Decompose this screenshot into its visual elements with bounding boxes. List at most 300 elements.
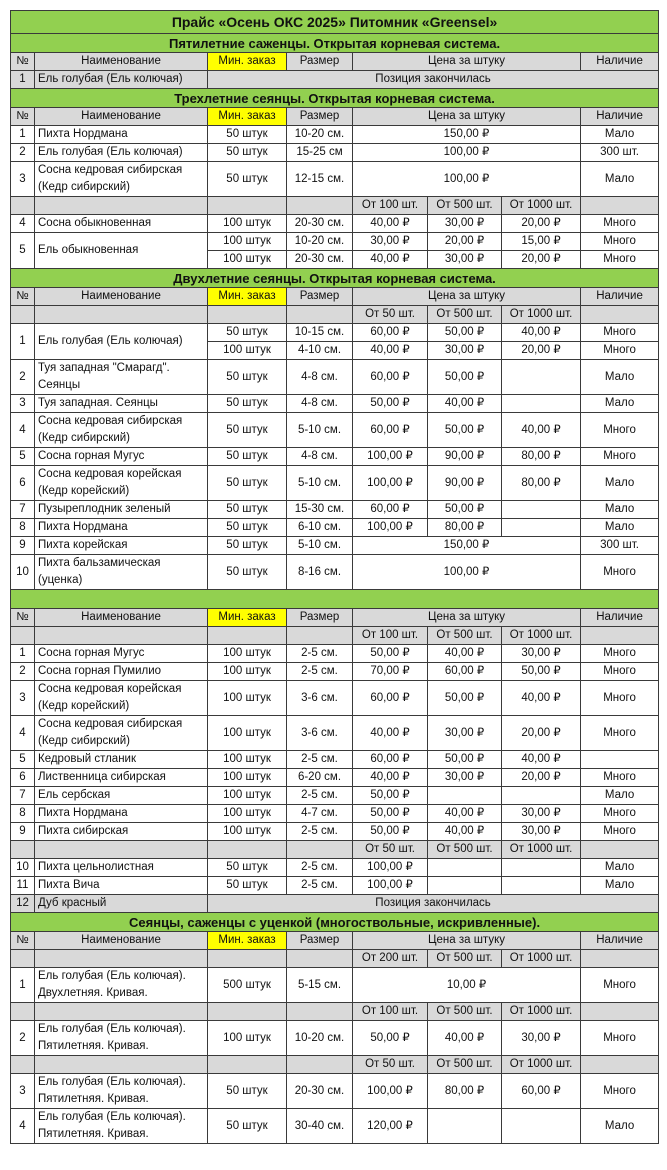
product-row <box>11 555 659 590</box>
item-price-tier-3 <box>502 787 581 805</box>
item-price-tier-2 <box>428 877 502 895</box>
price-tier-label: От 500 шт. <box>428 627 502 645</box>
item-name: Ель голубая (Ель колючая) <box>35 144 208 162</box>
header-availability: Наличие <box>581 932 659 950</box>
price-tier-label: От 100 шт. <box>353 627 428 645</box>
item-name: Ель голубая (Ель колючая). Пятилетняя. Кривая. <box>35 1109 208 1144</box>
header-num: № <box>11 609 35 627</box>
item-price-tier-1: 70,00 ₽ <box>353 663 428 681</box>
item-price-tier-3 <box>502 360 581 395</box>
empty-cell <box>11 1003 35 1021</box>
empty-cell <box>11 1056 35 1074</box>
item-size: 20-30 см. <box>287 215 353 233</box>
price-tier-label: От 1000 шт. <box>502 306 581 324</box>
header-num: № <box>11 53 35 71</box>
item-number: 1 <box>11 968 35 1003</box>
section-discounted-title: Сеянцы, саженцы с уценкой (многоствольные, искривленные). <box>11 913 659 932</box>
product-row <box>11 466 659 501</box>
item-name: Сосна горная Пумилио <box>35 663 208 681</box>
item-availability: Мало <box>581 360 659 395</box>
item-number: 1 <box>11 324 35 360</box>
item-price-tier-2: 50,00 ₽ <box>428 751 502 769</box>
product-row <box>11 448 659 466</box>
price-tier-label: От 200 шт. <box>353 950 428 968</box>
item-number: 2 <box>11 360 35 395</box>
item-price-tier-2: 50,00 ₽ <box>428 360 502 395</box>
product-row <box>11 1021 659 1056</box>
product-row <box>11 823 659 841</box>
column-header-row <box>11 609 659 627</box>
empty-cell <box>35 841 208 859</box>
item-min-order: 50 штук <box>208 877 287 895</box>
item-availability: Много <box>581 555 659 590</box>
item-name: Пихта Вича <box>35 877 208 895</box>
item-availability: 300 шт. <box>581 537 659 555</box>
item-availability: Мало <box>581 501 659 519</box>
item-number: 1 <box>11 71 35 89</box>
item-number: 2 <box>11 663 35 681</box>
item-price-tier-1: 60,00 ₽ <box>353 681 428 716</box>
item-price-tier-2 <box>428 1109 502 1144</box>
header-min-order: Мин. заказ <box>208 53 287 71</box>
empty-cell <box>11 306 35 324</box>
item-size: 4-7 см. <box>287 805 353 823</box>
item-size: 3-6 см. <box>287 681 353 716</box>
item-price-tier-3: 40,00 ₽ <box>502 681 581 716</box>
column-header-row <box>11 53 659 71</box>
section-five-year-saplings <box>11 34 659 53</box>
product-row <box>11 751 659 769</box>
section-two-year-seedlings <box>11 269 659 288</box>
empty-cell <box>208 841 287 859</box>
item-availability: Мало <box>581 466 659 501</box>
item-price-tier-3: 80,00 ₽ <box>502 448 581 466</box>
item-availability: Много <box>581 645 659 663</box>
item-price-tier-3: 30,00 ₽ <box>502 823 581 841</box>
item-size: 6-20 см. <box>287 769 353 787</box>
item-number: 7 <box>11 501 35 519</box>
item-availability: Много <box>581 716 659 751</box>
price-tier-row <box>11 197 659 215</box>
header-name: Наименование <box>35 609 208 627</box>
item-min-order: 100 штук <box>208 251 287 269</box>
item-number: 4 <box>11 413 35 448</box>
empty-cell <box>208 950 287 968</box>
header-name: Наименование <box>35 932 208 950</box>
price-list-sheet <box>10 10 658 1144</box>
price-tier-row <box>11 627 659 645</box>
item-number: 3 <box>11 1074 35 1109</box>
product-row <box>11 324 659 342</box>
price-tier-label: От 50 шт. <box>353 1056 428 1074</box>
item-size: 20-30 см. <box>287 1074 353 1109</box>
header-size: Размер <box>287 288 353 306</box>
item-size: 15-25 см <box>287 144 353 162</box>
item-price-tier-1: 100,00 ₽ <box>353 466 428 501</box>
empty-cell <box>287 627 353 645</box>
item-availability: Много <box>581 663 659 681</box>
price-tier-label: От 1000 шт. <box>502 197 581 215</box>
out-of-stock-note: Позиция закончилась <box>208 895 659 913</box>
item-availability: Много <box>581 215 659 233</box>
empty-cell <box>581 197 659 215</box>
item-price-tier-1: 40,00 ₽ <box>353 251 428 269</box>
item-price-tier-1: 40,00 ₽ <box>353 342 428 360</box>
item-price-tier-1: 40,00 ₽ <box>353 215 428 233</box>
item-price: 100,00 ₽ <box>353 144 581 162</box>
item-availability: Много <box>581 413 659 448</box>
item-price-tier-1: 60,00 ₽ <box>353 751 428 769</box>
item-price-tier-2: 40,00 ₽ <box>428 1021 502 1056</box>
item-number: 8 <box>11 805 35 823</box>
product-row <box>11 769 659 787</box>
item-size: 4-10 см. <box>287 342 353 360</box>
item-availability: Много <box>581 681 659 716</box>
empty-cell <box>581 841 659 859</box>
item-number: 1 <box>11 126 35 144</box>
price-tier-label: От 500 шт. <box>428 306 502 324</box>
item-name: Кедровый стланик <box>35 751 208 769</box>
item-number: 10 <box>11 859 35 877</box>
item-name: Туя западная. Сеянцы <box>35 395 208 413</box>
item-size: 6-10 см. <box>287 519 353 537</box>
product-row <box>11 413 659 448</box>
item-min-order: 100 штук <box>208 233 287 251</box>
empty-cell <box>208 627 287 645</box>
item-price-tier-1: 40,00 ₽ <box>353 769 428 787</box>
item-size: 2-5 см. <box>287 645 353 663</box>
item-price-tier-2: 80,00 ₽ <box>428 519 502 537</box>
header-availability: Наличие <box>581 288 659 306</box>
empty-cell <box>581 1003 659 1021</box>
item-name: Сосна кедровая сибирская (Кедр сибирский) <box>35 716 208 751</box>
item-min-order: 50 штук <box>208 537 287 555</box>
item-name: Ель голубая (Ель колючая). Двухлетняя. Кривая. <box>35 968 208 1003</box>
item-availability: Мало <box>581 519 659 537</box>
section-untitled-title <box>11 590 659 609</box>
product-row <box>11 968 659 1003</box>
header-min-order: Мин. заказ <box>208 288 287 306</box>
product-row <box>11 663 659 681</box>
item-price-tier-3: 15,00 ₽ <box>502 233 581 251</box>
item-min-order: 100 штук <box>208 1021 287 1056</box>
item-min-order: 50 штук <box>208 859 287 877</box>
empty-cell <box>287 841 353 859</box>
price-table <box>10 10 659 1144</box>
header-price: Цена за штуку <box>353 932 581 950</box>
empty-cell <box>35 950 208 968</box>
item-price: 150,00 ₽ <box>353 126 581 144</box>
header-name: Наименование <box>35 108 208 126</box>
product-row <box>11 537 659 555</box>
item-min-order: 50 штук <box>208 466 287 501</box>
item-number: 2 <box>11 1021 35 1056</box>
item-price-tier-3: 40,00 ₽ <box>502 324 581 342</box>
empty-cell <box>11 950 35 968</box>
header-min-order: Мин. заказ <box>208 609 287 627</box>
product-row <box>11 645 659 663</box>
empty-cell <box>581 1056 659 1074</box>
section-discounted <box>11 913 659 932</box>
product-row <box>11 716 659 751</box>
item-price-tier-2: 60,00 ₽ <box>428 663 502 681</box>
column-header-row <box>11 288 659 306</box>
price-tier-label: От 50 шт. <box>353 841 428 859</box>
item-min-order: 100 штук <box>208 215 287 233</box>
item-number: 5 <box>11 233 35 269</box>
item-number: 4 <box>11 716 35 751</box>
item-availability: Много <box>581 769 659 787</box>
item-number: 8 <box>11 519 35 537</box>
price-tier-label: От 100 шт. <box>353 1003 428 1021</box>
item-number: 3 <box>11 162 35 197</box>
item-availability: Много <box>581 448 659 466</box>
item-price-tier-2: 30,00 ₽ <box>428 342 502 360</box>
product-row <box>11 162 659 197</box>
item-price-tier-2: 50,00 ₽ <box>428 501 502 519</box>
item-price-tier-2: 40,00 ₽ <box>428 395 502 413</box>
item-number: 4 <box>11 215 35 233</box>
item-availability: 300 шт. <box>581 144 659 162</box>
product-row <box>11 1074 659 1109</box>
item-number: 3 <box>11 395 35 413</box>
item-number: 3 <box>11 681 35 716</box>
item-price: 10,00 ₽ <box>353 968 581 1003</box>
price-tier-label: От 1000 шт. <box>502 627 581 645</box>
item-size: 4-8 см. <box>287 360 353 395</box>
item-min-order: 50 штук <box>208 555 287 590</box>
item-name: Сосна кедровая сибирская (Кедр сибирский) <box>35 413 208 448</box>
header-availability: Наличие <box>581 108 659 126</box>
item-price-tier-1: 40,00 ₽ <box>353 716 428 751</box>
item-availability: Мало <box>581 859 659 877</box>
item-price-tier-2: 20,00 ₽ <box>428 233 502 251</box>
item-availability: Мало <box>581 126 659 144</box>
item-number: 11 <box>11 877 35 895</box>
item-size: 5-10 см. <box>287 537 353 555</box>
item-name: Лиственница сибирская <box>35 769 208 787</box>
item-min-order: 100 штук <box>208 645 287 663</box>
section-three-year-seedlings-title: Трехлетние сеянцы. Открытая корневая система. <box>11 89 659 108</box>
item-min-order: 100 штук <box>208 342 287 360</box>
item-price-tier-2: 50,00 ₽ <box>428 413 502 448</box>
header-min-order: Мин. заказ <box>208 932 287 950</box>
empty-cell <box>287 1056 353 1074</box>
column-header-row <box>11 932 659 950</box>
item-name: Пихта сибирская <box>35 823 208 841</box>
item-name: Сосна кедровая корейская (Кедр корейский) <box>35 466 208 501</box>
item-price-tier-1: 50,00 ₽ <box>353 787 428 805</box>
item-min-order: 100 штук <box>208 663 287 681</box>
price-list-title-title: Прайс «Осень ОКС 2025» Питомник «Greensel» <box>11 11 659 34</box>
item-price-tier-3: 20,00 ₽ <box>502 215 581 233</box>
item-price-tier-3 <box>502 519 581 537</box>
item-price-tier-1: 60,00 ₽ <box>353 324 428 342</box>
item-price-tier-2 <box>428 787 502 805</box>
item-price-tier-2: 30,00 ₽ <box>428 716 502 751</box>
item-name: Пихта Нордмана <box>35 519 208 537</box>
item-name: Туя западная "Смарагд". Сеянцы <box>35 360 208 395</box>
section-two-year-seedlings-title: Двухлетние сеянцы. Открытая корневая система. <box>11 269 659 288</box>
empty-cell <box>287 197 353 215</box>
item-availability: Много <box>581 823 659 841</box>
price-tier-label: От 500 шт. <box>428 841 502 859</box>
item-price-tier-2: 40,00 ₽ <box>428 823 502 841</box>
header-num: № <box>11 932 35 950</box>
item-name: Ель голубая (Ель колючая). Пятилетняя. Кривая. <box>35 1074 208 1109</box>
header-price: Цена за штуку <box>353 609 581 627</box>
price-tier-row <box>11 1003 659 1021</box>
item-size: 8-16 см. <box>287 555 353 590</box>
item-size: 10-15 см. <box>287 324 353 342</box>
item-price-tier-2: 50,00 ₽ <box>428 681 502 716</box>
item-price-tier-1: 30,00 ₽ <box>353 233 428 251</box>
item-price-tier-2: 50,00 ₽ <box>428 324 502 342</box>
item-min-order: 50 штук <box>208 519 287 537</box>
product-row <box>11 395 659 413</box>
section-five-year-saplings-title: Пятилетние саженцы. Открытая корневая система. <box>11 34 659 53</box>
price-tier-row <box>11 950 659 968</box>
item-min-order: 50 штук <box>208 324 287 342</box>
item-min-order: 50 штук <box>208 162 287 197</box>
item-min-order: 100 штук <box>208 787 287 805</box>
item-min-order: 50 штук <box>208 1109 287 1144</box>
item-price-tier-3: 20,00 ₽ <box>502 342 581 360</box>
product-row <box>11 1109 659 1144</box>
item-price-tier-2: 30,00 ₽ <box>428 215 502 233</box>
item-size: 2-5 см. <box>287 663 353 681</box>
product-row <box>11 360 659 395</box>
item-availability: Мало <box>581 787 659 805</box>
empty-cell <box>35 627 208 645</box>
item-price-tier-3 <box>502 859 581 877</box>
item-name: Ель голубая (Ель колючая). Пятилетняя. Кривая. <box>35 1021 208 1056</box>
item-name: Пихта цельнолистная <box>35 859 208 877</box>
item-size: 10-20 см. <box>287 233 353 251</box>
out-of-stock-note: Позиция закончилась <box>208 71 659 89</box>
product-row <box>11 681 659 716</box>
product-row <box>11 233 659 251</box>
item-price-tier-1: 100,00 ₽ <box>353 448 428 466</box>
item-size: 5-10 см. <box>287 466 353 501</box>
item-min-order: 50 штук <box>208 1074 287 1109</box>
item-number: 6 <box>11 769 35 787</box>
product-row <box>11 126 659 144</box>
item-number: 2 <box>11 144 35 162</box>
item-price-tier-1: 100,00 ₽ <box>353 859 428 877</box>
item-price-tier-1: 60,00 ₽ <box>353 501 428 519</box>
item-size: 12-15 см. <box>287 162 353 197</box>
item-availability: Мало <box>581 162 659 197</box>
item-number: 6 <box>11 466 35 501</box>
item-availability: Мало <box>581 395 659 413</box>
empty-cell <box>581 627 659 645</box>
price-tier-label: От 1000 шт. <box>502 1003 581 1021</box>
section-untitled <box>11 590 659 609</box>
item-availability <box>581 751 659 769</box>
empty-cell <box>208 1056 287 1074</box>
product-row-ended <box>11 71 659 89</box>
header-price: Цена за штуку <box>353 53 581 71</box>
item-size: 10-20 см. <box>287 126 353 144</box>
empty-cell <box>35 1056 208 1074</box>
empty-cell <box>287 1003 353 1021</box>
item-min-order: 50 штук <box>208 144 287 162</box>
item-price-tier-1: 100,00 ₽ <box>353 877 428 895</box>
item-name: Сосна кедровая корейская (Кедр корейский) <box>35 681 208 716</box>
item-name: Пихта Нордмана <box>35 126 208 144</box>
empty-cell <box>208 1003 287 1021</box>
item-price-tier-3 <box>502 877 581 895</box>
item-number: 5 <box>11 751 35 769</box>
item-name: Дуб красный <box>35 895 208 913</box>
item-price-tier-1: 100,00 ₽ <box>353 1074 428 1109</box>
item-price-tier-3: 20,00 ₽ <box>502 251 581 269</box>
header-size: Размер <box>287 108 353 126</box>
item-name: Ель сербская <box>35 787 208 805</box>
item-min-order: 100 штук <box>208 823 287 841</box>
item-min-order: 500 штук <box>208 968 287 1003</box>
item-price-tier-1: 60,00 ₽ <box>353 413 428 448</box>
column-header-row <box>11 108 659 126</box>
item-number: 5 <box>11 448 35 466</box>
item-size: 2-5 см. <box>287 877 353 895</box>
item-price-tier-3: 20,00 ₽ <box>502 716 581 751</box>
price-tier-label: От 1000 шт. <box>502 1056 581 1074</box>
empty-cell <box>35 1003 208 1021</box>
item-availability: Много <box>581 251 659 269</box>
item-price-tier-2: 30,00 ₽ <box>428 769 502 787</box>
header-size: Размер <box>287 609 353 627</box>
item-name: Пихта бальзамическая (уценка) <box>35 555 208 590</box>
item-price-tier-3 <box>502 501 581 519</box>
product-row <box>11 144 659 162</box>
empty-cell <box>208 306 287 324</box>
item-size: 30-40 см. <box>287 1109 353 1144</box>
item-price-tier-3 <box>502 1109 581 1144</box>
item-name: Сосна кедровая сибирская (Кедр сибирский) <box>35 162 208 197</box>
item-price-tier-3: 40,00 ₽ <box>502 413 581 448</box>
item-min-order: 50 штук <box>208 395 287 413</box>
item-availability: Много <box>581 1021 659 1056</box>
item-price: 150,00 ₽ <box>353 537 581 555</box>
price-tier-label: От 50 шт. <box>353 306 428 324</box>
item-size: 2-5 см. <box>287 787 353 805</box>
item-price-tier-1: 50,00 ₽ <box>353 805 428 823</box>
item-name: Ель обыкновенная <box>35 233 208 269</box>
item-min-order: 50 штук <box>208 448 287 466</box>
item-price-tier-1: 100,00 ₽ <box>353 519 428 537</box>
item-name: Пихта корейская <box>35 537 208 555</box>
empty-cell <box>287 306 353 324</box>
item-size: 10-20 см. <box>287 1021 353 1056</box>
item-price-tier-3: 40,00 ₽ <box>502 751 581 769</box>
item-min-order: 50 штук <box>208 413 287 448</box>
item-price-tier-3: 30,00 ₽ <box>502 645 581 663</box>
price-tier-label: От 500 шт. <box>428 1056 502 1074</box>
item-size: 5-10 см. <box>287 413 353 448</box>
price-tier-label: От 100 шт. <box>353 197 428 215</box>
section-three-year-seedlings <box>11 89 659 108</box>
item-number: 10 <box>11 555 35 590</box>
price-tier-label: От 500 шт. <box>428 197 502 215</box>
item-price: 100,00 ₽ <box>353 162 581 197</box>
price-list-title <box>11 11 659 34</box>
item-number: 7 <box>11 787 35 805</box>
item-price-tier-3 <box>502 395 581 413</box>
item-number: 1 <box>11 645 35 663</box>
item-price-tier-3: 30,00 ₽ <box>502 1021 581 1056</box>
